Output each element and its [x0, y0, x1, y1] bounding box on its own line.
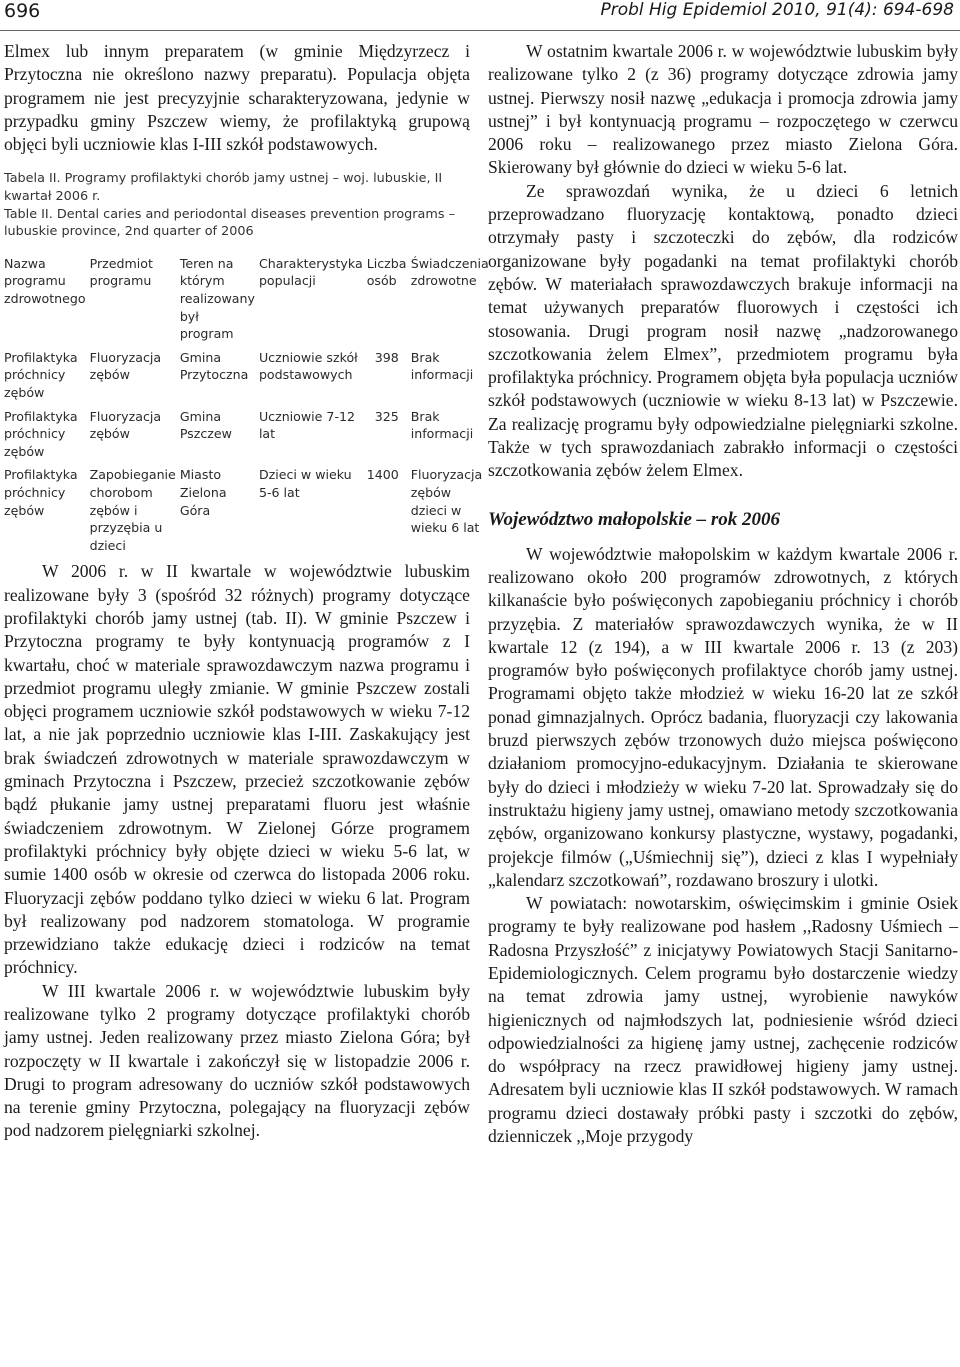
table-cell: Gmina Przytoczna: [179, 349, 249, 383]
left-column: [4, 40, 489, 1143]
table-row: [4, 466, 493, 560]
section-heading: Województwo małopolskie – rok 2006: [488, 508, 781, 530]
table-header-cell: Świadczenia zdrowotne: [410, 255, 489, 289]
table-caption-en: Table II. Dental caries and periodontal diseases prevention programs – lubuskie province, 2nd quarter of 2006: [4, 206, 456, 240]
table-cell: Brak informacji: [410, 408, 474, 442]
table-cell: 1400: [366, 467, 399, 483]
body-paragraph: Ze sprawozdań wynika, że u dzieci 6 letnich przeprowadzano fluoryzację kontaktową, ponadto dzieci otrzymały pasty i szczoteczki do zębów, dla rodziców organizowane były pogadanki na temat profilaktyki chorób zębów. W materiałach sprawozdawczych brakuje informacji na temat używanych preparatów fluorowych i częstości ich stosowania. Drugi program nosił nazwę „nadzorowanego szczotkowania żelem Elmex”, przedmiotem programu była profilaktyka próchnicy. Programem objęta była populacja uczniów szkół podstawowych (uczniowie w wieku 8-13 lat) w Pszczewie. Za realizację programu były odpowiedzialne pielęgniarki szkolne. Także w tych sprawozdaniach zabrakło informacji o częstości szczotkowania zębów żelem Elmex.: [488, 180, 958, 481]
table-cell: Profilaktyka próchnicy zębów: [4, 349, 78, 401]
table-cell: Fluoryzacja zębów: [89, 408, 162, 442]
table-cell: Uczniowie szkół podstawowych: [258, 349, 358, 383]
table-cell: Profilaktyka próchnicy zębów: [4, 467, 78, 518]
table-cell: 325: [374, 408, 399, 424]
page-number: 696: [4, 0, 41, 22]
table-header-cell: Przedmiot programu: [89, 255, 153, 289]
header-rule: [0, 30, 960, 31]
table-cell: Dzieci w wieku 5-6 lat: [258, 467, 352, 500]
table-header-cell: Charakterystyka populacji: [258, 255, 363, 289]
table-cell: Gmina Pszczew: [179, 408, 232, 442]
table-cell: Uczniowie 7-12 lat: [258, 408, 356, 442]
table-cell: Zapobieganie chorobom zębów i przyzębia u dzieci: [89, 467, 176, 553]
intro-paragraph: Elmex lub innym preparatem (w gminie Międzyrzecz i Przytoczna nie określono nazwy preparatu). Populacja objęta programem nie jest precyzyjnie scharakteryzowana, jedynie w przypadku gminy Pszczew wiemy, że profilaktyką grupową objęci byli uczniowie klas I-III szkół podstawowych.: [4, 41, 470, 155]
table-cell: Fluoryzacja zębów: [89, 349, 162, 383]
page-header: [0, 0, 960, 30]
table-cell: 398: [374, 349, 399, 365]
table-cell: Profilaktyka próchnicy zębów: [4, 408, 78, 459]
right-column: [488, 40, 958, 1148]
journal-citation: Probl Hig Epidemiol 2010, 91(4): 694-698: [600, 0, 954, 20]
table-cell: Brak informacji: [410, 349, 474, 383]
table-header-cell: Liczba osób: [366, 255, 407, 289]
table-header-cell: Teren na którym realizowany był program: [179, 255, 255, 342]
table-header-cell: Nazwa programu zdrowotnego: [4, 255, 86, 307]
body-paragraph: W 2006 r. w II kwartale w województwie lubuskim realizowane były 3 (spośród 32 różnych) programy dotyczące profilaktyki chorób jamy ustnej (tab. II). W gminie Pszczew i Przytoczna programy te były kontynuacją programów z I kwartału, choć w materiale sprawozdawczym nazwa programu i przedmiot programu uległy zmianie. W gminie Pszczew zostali objęci programem uczniowie szkół podstawowych w wieku 7-12 lat, a nie jak poprzednio uczniowie klas I-III. Zaskakujący jest brak świadczeń zdrowotnych w materiale sprawozdawczym w gminach Przytoczna i Pszczew, przecież szczotkowanie zębów bądź płukanie jamy ustnej preparatami fluoru jest właśnie świadczeniem zdrowotnym. W Zielonej Górze programem profilaktyki próchnicy były objęte dzieci w wieku 5-6 lat, w sumie 1400 osób w okresie od czerwca do listopada 2006 roku. Fluoryzacji zębów poddano tylko dzieci w wieku 6 lat. Program był realizowany pod nadzorem stomatologa. W programie przewidziano także edukację dzieci i rodziców na temat próchnicy.: [4, 561, 470, 978]
table-header-row: [4, 255, 493, 349]
body-paragraph: W III kwartale 2006 r. w województwie lubuskim były realizowane tylko 2 programy dotyczące profilaktyki chorób jamy ustnej. Jeden realizowany przez miasto Zielona Góra; był rozpoczęty w II kwartale i zakończył się w listopadzie 2006 r. Drugi to program adresowany do uczniów szkół podstawowych na terenie gminy Przytoczna, polegający na fluoryzacji zębów pod nadzorem pielęgniarki szkolnej.: [4, 980, 470, 1141]
body-paragraph: W województwie małopolskim w każdym kwartale 2006 r. realizowano około 200 programów zdrowotnych, z których kilkanaście było poświęconych zapobieganiu próchnicy i chorób przyzębia. Z materiałów sprawozdawczych wynika, że w II kwartale 12 (z 194), a w III kwartale 2006 r. 13 (z 203) programów było poświęconych profilaktyce chorób jamy ustnej. Programami objęto także młodzież w wieku 16-20 lat ze szkół ponad gimnazjalnych. Oprócz badania, fluoryzacji czy lakowania bruzd pierwszych zębów trzonowych dużo miejsca poświęcono działaniom promocyjno-edukacyjnym. Działania te skierowane były do dzieci i młodzieży w wieku 7-20 lat. Sprowadzały się do instruktażu higieny jamy ustnej, omawiano metody szczotkowania zębów, organizowano konkursy plastyczne, wystawy, pogadanki, projekcje filmów („Uśmiechnij się”), dzieci z klas I wypełniały „kalendarz szczotkowań”, rozdawano broszury i ulotki.: [488, 543, 958, 890]
programs-table: [4, 255, 493, 561]
body-paragraph: W ostatnim kwartale 2006 r. w województwie lubuskim były realizowane tylko 2 (z 36) programy dotyczące zdrowia jamy ustnej. Pierwszy nosił nazwę „edukacja i promocja zdrowia jamy ustnej” i był kontynuacją programu – rozpoczętego w czerwcu 2006 roku – realizowanego przez miasto Zielona Góra. Skierowany był głównie do dzieci w wieku 5-6 lat.: [488, 41, 958, 178]
body-paragraph: W powiatach: nowotarskim, oświęcimskim i gminie Osiek programy te były realizowane pod hasłem ,,Radosny Uśmiech – Radosna Przyszłość” z inicjatywy Powiatowych Stacji Sanitarno-Epidemiologicznych. Celem programu było dostarczenie wiedzy na temat zdrowia jamy ustnej, wyrobienie nawyków higienicznych od najmłodszych lat, podniesienie wśród dzieci odpowiedzialności za higienę jamy ustnej, zachęcenie rodziców do współpracy na rzecz prawidłowej higieny jamy ustnej. Adresatem byli uczniowie klas II szkół podstawowych. W ramach programu dzieci dostawały próbki pasty i szczotki do zębów, dzienniczek ,,Moje przygody: [488, 893, 958, 1147]
table-row: [4, 408, 493, 467]
table-cell: Fluoryzacja zębów dzieci w wieku 6 lat: [410, 467, 483, 536]
table-cell: Miasto Zielona Góra: [179, 467, 227, 518]
table-row: [4, 349, 493, 408]
table-caption-pl: Tabela II. Programy profilaktyki chorób jamy ustnej – woj. lubuskie, II kwartał 2006 r.: [4, 171, 443, 205]
